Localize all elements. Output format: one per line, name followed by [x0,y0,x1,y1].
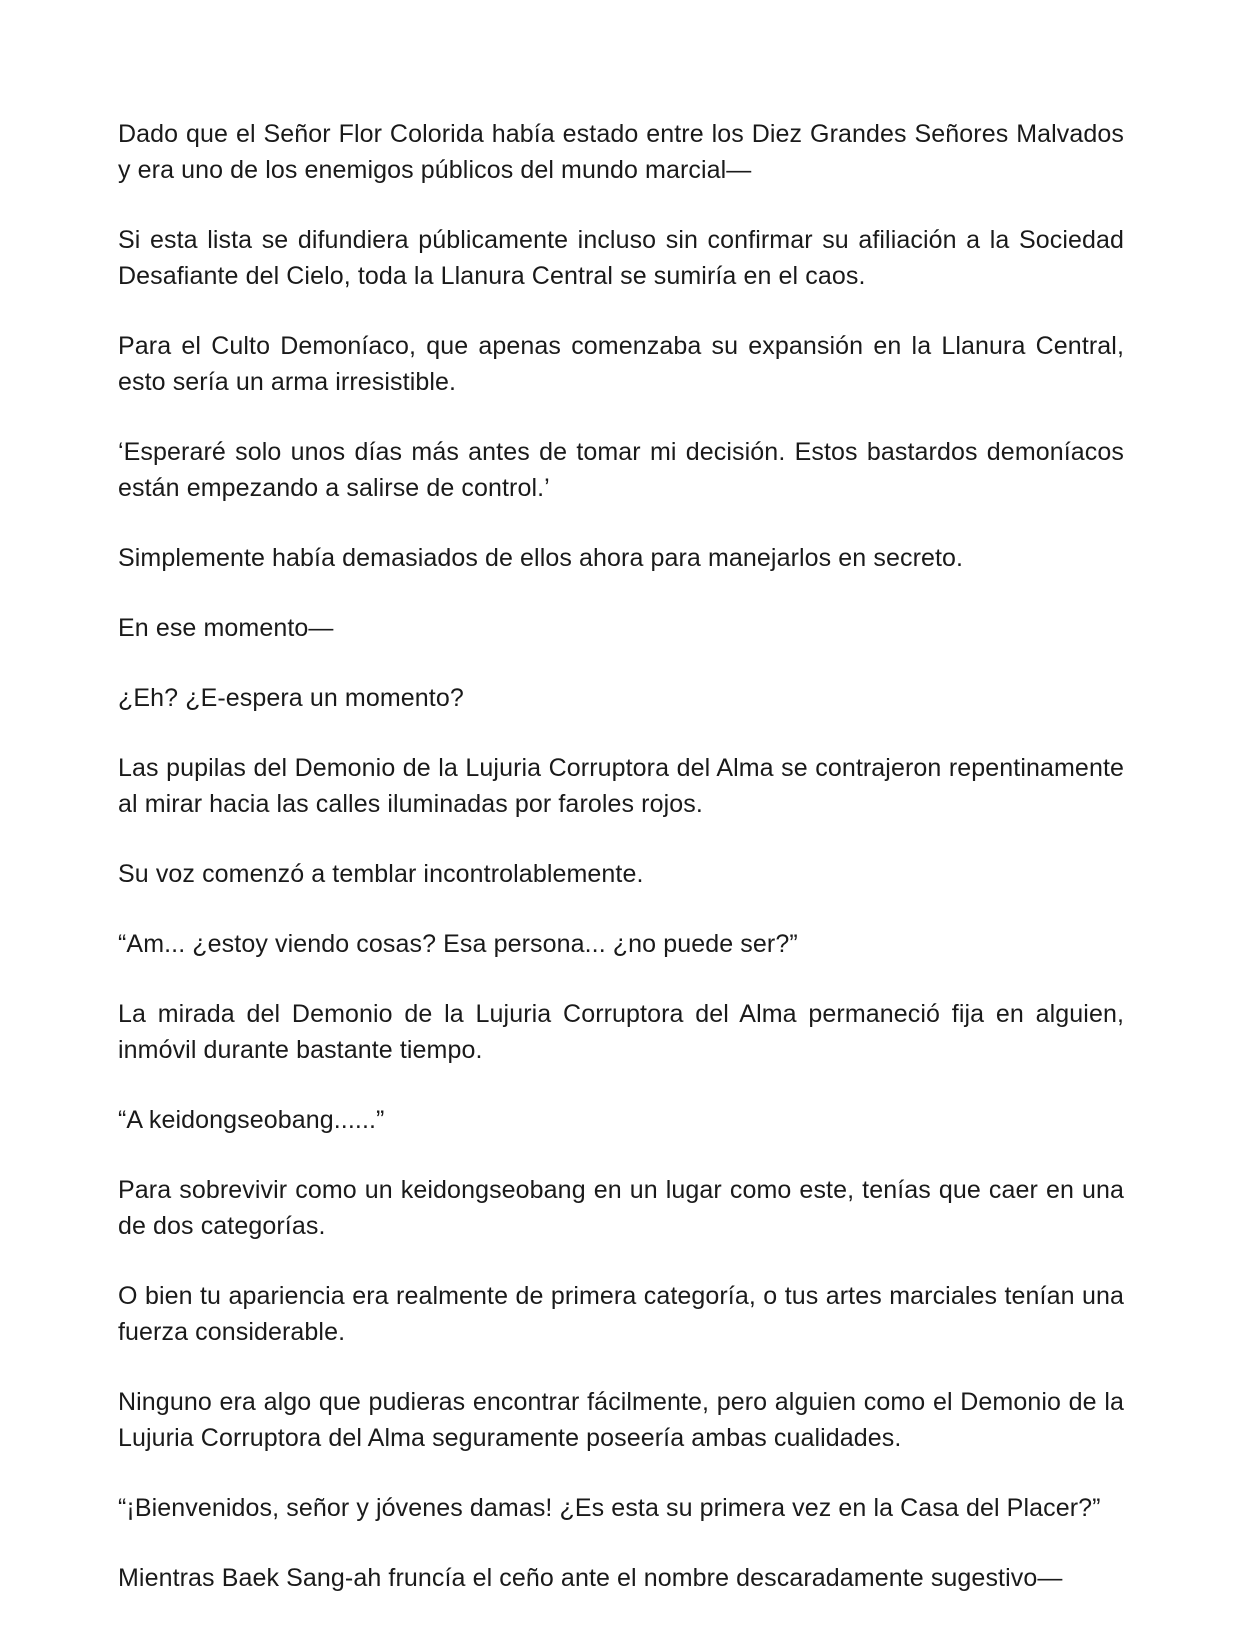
paragraph-9: Su voz comenzó a temblar incontrolablemente. [118,860,644,888]
paragraph-11: La mirada del Demonio de la Lujuria Corruptora del Alma permaneció fija en alguien, inmóvil durante bastante tiempo. [118,1000,1124,1064]
paragraph-14: O bien tu apariencia era realmente de primera categoría, o tus artes marciales tenían una fuerza considerable. [118,1282,1124,1346]
paragraph-6: En ese momento— [118,614,334,642]
paragraph-5: Simplemente había demasiados de ellos ahora para manejarlos en secreto. [118,544,964,572]
document-page [118,116,1124,1630]
paragraph-7: ¿Eh? ¿E-espera un momento? [118,684,464,712]
paragraph-2: Si esta lista se difundiera públicamente incluso sin confirmar su afiliación a la Sociedad Desafiante del Cielo, toda la Llanura Central se sumiría en el caos. [118,226,1124,290]
paragraph-1: Dado que el Señor Flor Colorida había estado entre los Diez Grandes Señores Malvados y era uno de los enemigos públicos del mundo marcial— [118,120,1124,184]
paragraph-16: “¡Bienvenidos, señor y jóvenes damas! ¿Es esta su primera vez en la Casa del Placer?” [118,1494,1101,1522]
paragraph-3: Para el Culto Demoníaco, que apenas comenzaba su expansión en la Llanura Central, esto sería un arma irresistible. [118,332,1124,396]
paragraph-10: “Am... ¿estoy viendo cosas? Esa persona... ¿no puede ser?” [118,930,798,958]
paragraph-13: Para sobrevivir como un keidongseobang en un lugar como este, tenías que caer en una de dos categorías. [118,1176,1124,1240]
paragraph-8: Las pupilas del Demonio de la Lujuria Corruptora del Alma se contrajeron repentinamente al mirar hacia las calles iluminadas por faroles rojos. [118,754,1124,818]
paragraph-17: Mientras Baek Sang-ah fruncía el ceño ante el nombre descaradamente sugestivo— [118,1564,1063,1592]
paragraph-4: ‘Esperaré solo unos días más antes de tomar mi decisión. Estos bastardos demoníacos están empezando a salirse de control.’ [118,438,1124,502]
paragraph-15: Ninguno era algo que pudieras encontrar fácilmente, pero alguien como el Demonio de la Lujuria Corruptora del Alma seguramente poseería ambas cualidades. [118,1388,1124,1452]
paragraph-12: “A keidongseobang......” [118,1106,385,1134]
